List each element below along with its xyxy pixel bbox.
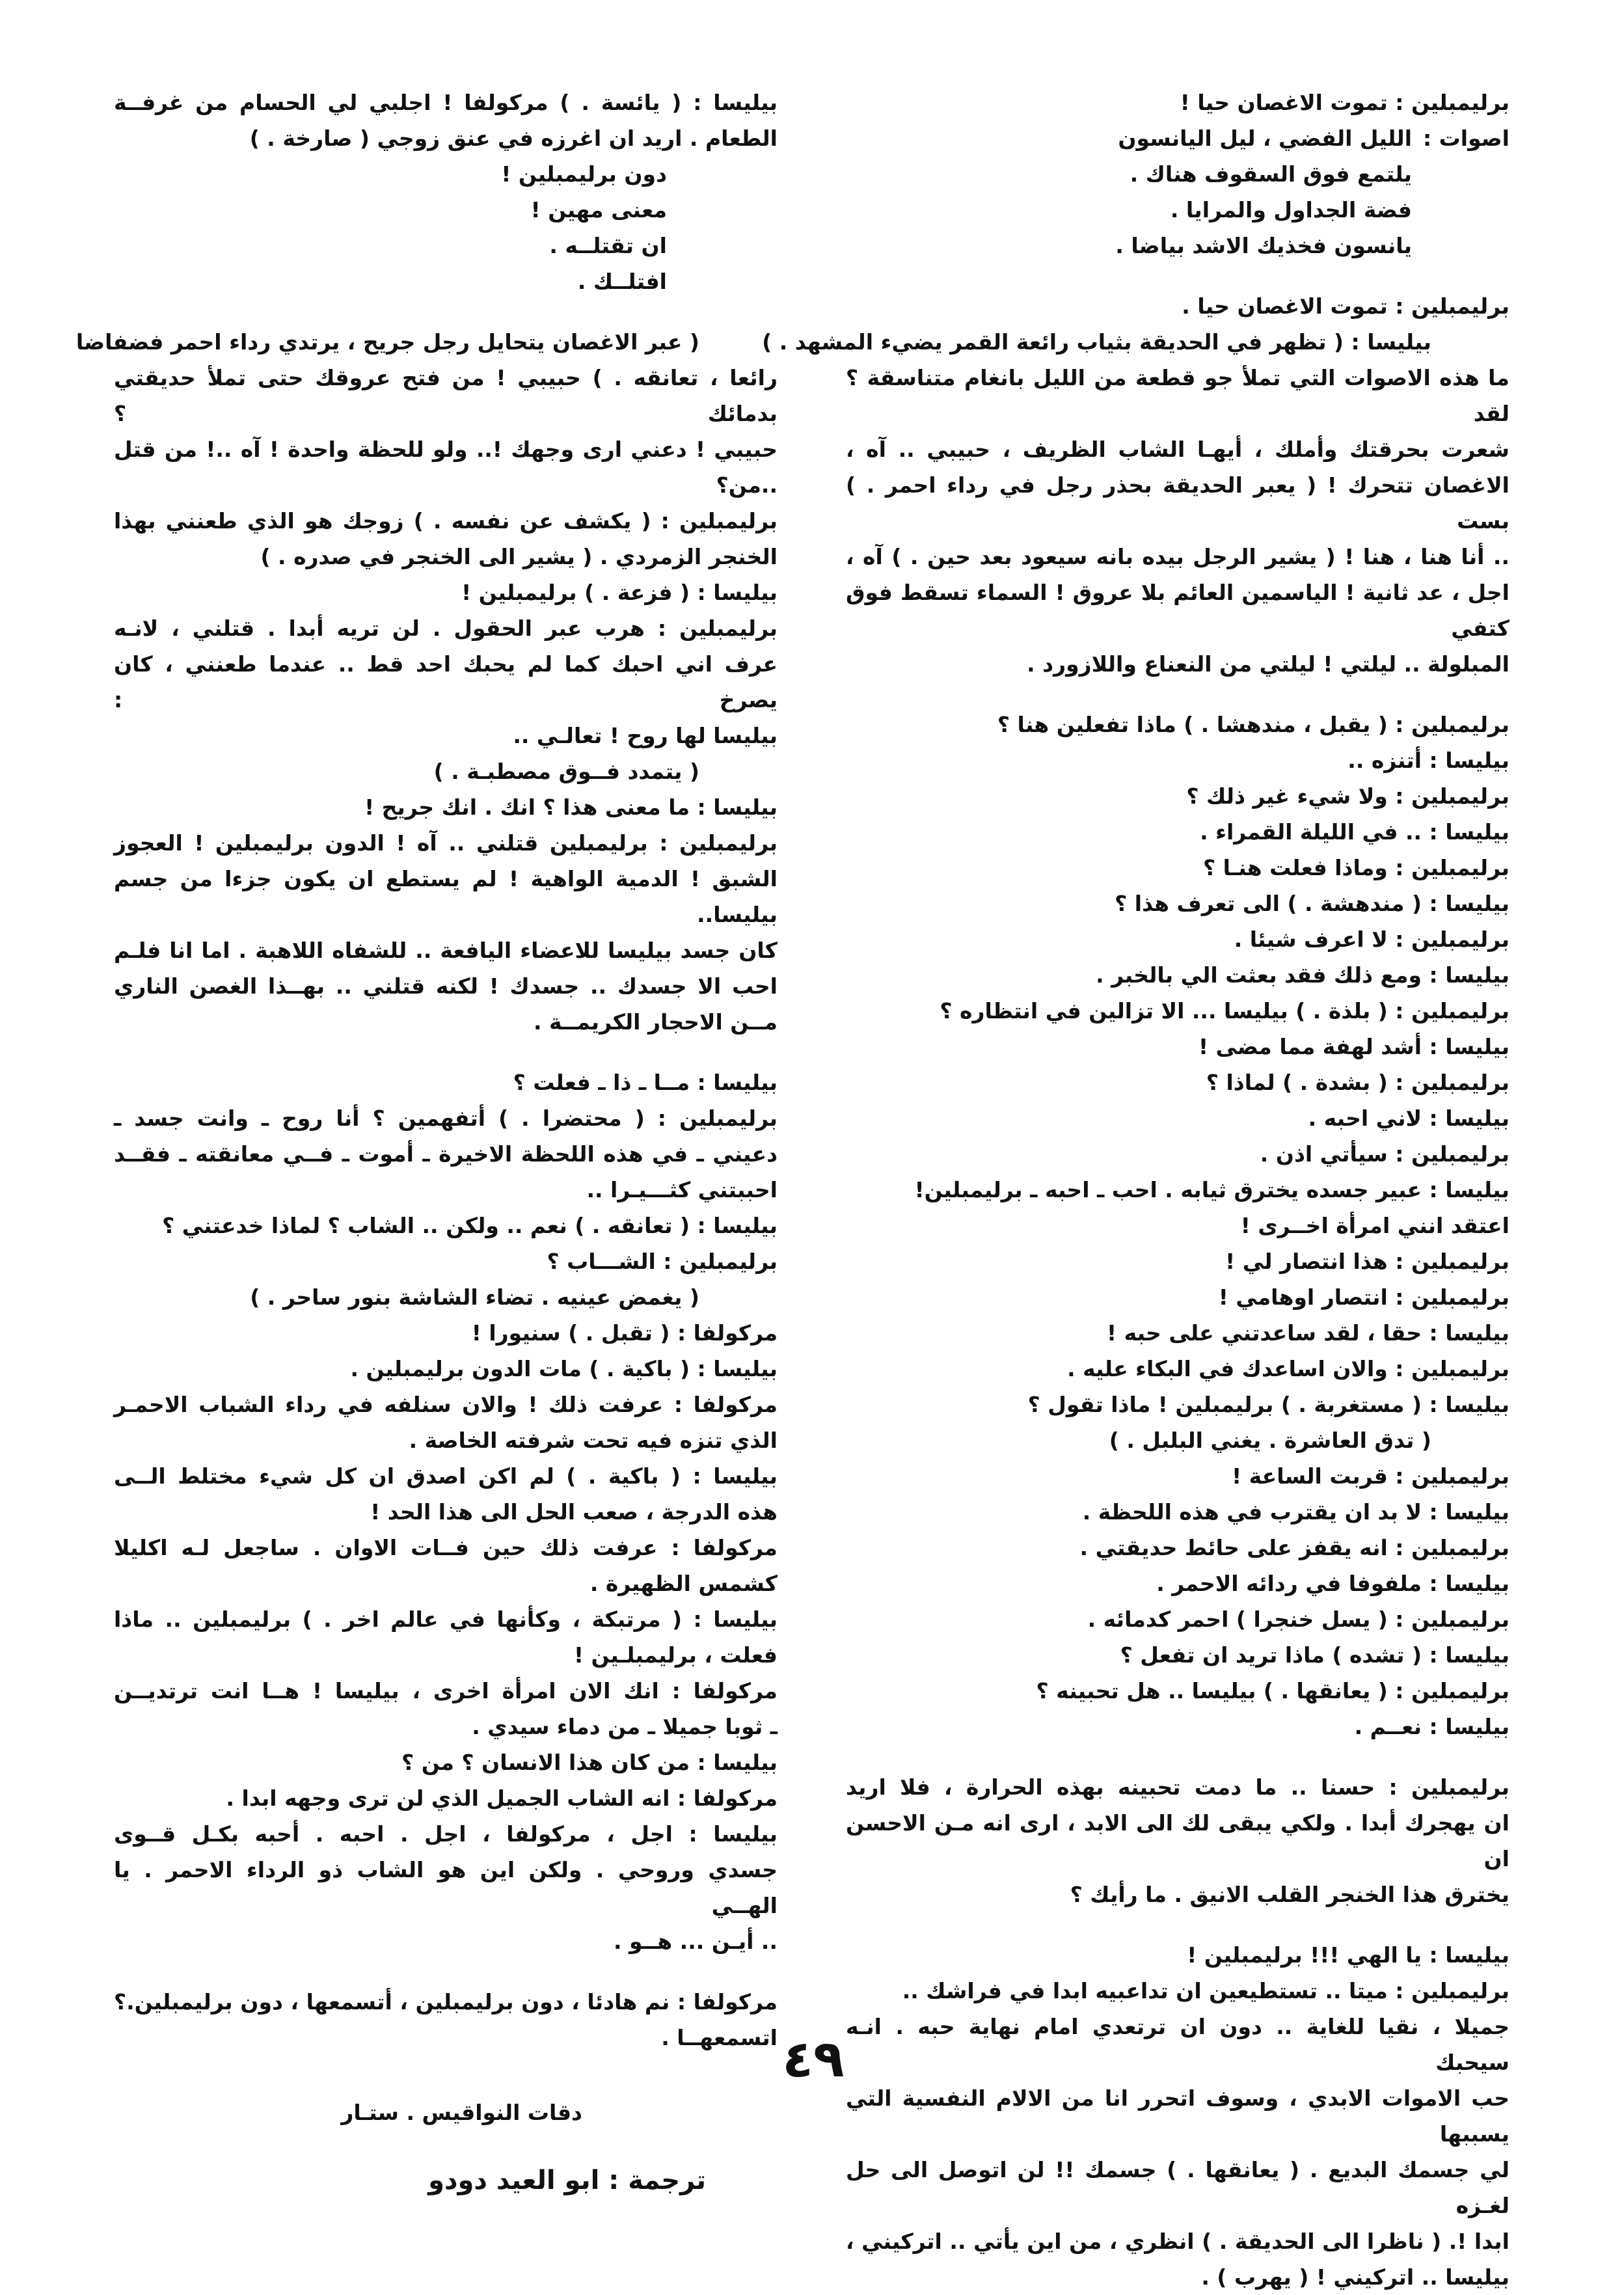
dialogue-line: برليمبلين : ( يعانقها . ) بيليسا .. هل تحبينه ؟ <box>1036 1678 1509 1704</box>
dialogue-line: بيليسا : من كان هذا الانسان ؟ من ؟ <box>401 1750 778 1775</box>
text-line: دون برليمبلين ! <box>501 161 667 187</box>
dialogue-line: بيليسا : .. في الليلة القمراء . <box>1200 819 1509 845</box>
dialogue-line: مركولفا : نم هادئا ، دون برليمبلين ، أتسمعها ، دون برليمبلين.؟ <box>114 1989 778 2015</box>
dialogue-line: جسدي وروحي . ولكن اين هو الشاب ذو الرداء الاحمر . يا الهــي <box>114 1857 778 1918</box>
text-line: برليمبلين : برليمبلين قتلني .. آه ! الدون برليمبلين ! العجوز <box>114 830 778 856</box>
dialogue-line: بيليسا : أتنزه .. <box>1347 748 1509 773</box>
text-line: معنى مهين ! <box>530 197 667 223</box>
translator-credit: ترجمة : ابو العيد دودو <box>428 2166 706 2195</box>
dialogue-line: برليمبلين : وماذا فعلت هنـا ؟ <box>1202 855 1509 880</box>
text-line: بيليسا : ( فزعة . ) برليمبلين ! <box>461 580 778 605</box>
text-line: الاغصان تتحرك ! ( يعبر الحديقة بحذر رجل في رداء احمر . ) بست <box>846 472 1509 534</box>
dialogue-line: فعلت ، برليمبلـين ! <box>574 1642 778 1668</box>
dialogue-line: كشمس الظهيرة . <box>589 1571 778 1596</box>
text-line: بيليسا : ما معنى هذا ؟ انك . انك جريح ! <box>364 794 778 820</box>
dialogue-line: احببتني كثـــيـرا .. <box>586 1177 778 1202</box>
verse-line: يانسون فخذيك الاشد بياضا . <box>1115 233 1412 258</box>
text-line: الشبق ! الدمية الواهية ! لم يستطع ان يكون جزءا من جسم بيليسا.. <box>114 866 778 927</box>
dialogue-line: بيليسا : ومع ذلك فقد بعثت الي بالخبر . <box>1096 962 1509 988</box>
text-line: حب الاموات الابدي ، وسوف اتحرر انا من الالام النفسية التي يسببها <box>846 2085 1509 2147</box>
text-line: المبلولة .. ليلتي ! ليلتي من النعناع واللازورد . <box>1027 651 1509 677</box>
dialogue-line: برليمبلين : ولا شيء غير ذلك ؟ <box>1186 783 1509 809</box>
dialogue-line: بيليسا : ( باكية . ) مات الدون برليمبلين . <box>350 1356 778 1381</box>
dialogue-line: بيليسا : ( تشده ) ماذا تريد ان تفعل ؟ <box>1120 1642 1509 1668</box>
text-line: ان تقتلــه . <box>549 233 667 258</box>
text-line: شعرت بحرقتك وأملك ، أيهـا الشاب الظريف ، حبيبي .. آه ، <box>846 437 1509 462</box>
dialogue-line: برليمبلين : سيأتي اذن . <box>1260 1141 1509 1167</box>
voices-chorus <box>846 120 1509 264</box>
dialogue-line: .. أيـن ... هــو . <box>614 1929 778 1954</box>
dialogue-line: هذه الدرجة ، صعب الحل الى هذا الحد ! <box>370 1499 778 1525</box>
text-line: احب الا جسدك .. جسدك ! لكنه قتلني .. بهــذا الغصن الناري <box>114 973 778 999</box>
verse-line: فضة الجداول والمرايا . <box>1170 197 1412 223</box>
text-line: برليمبلين : تموت الاغصان حيا ! <box>1180 90 1509 115</box>
dialogue-line: بيليسا : اجل ، مركولفا ، اجل . احبه . أحبه بكـل قــوى <box>114 1821 778 1847</box>
dialogue-line: بيليسا : ( مرتبكة ، وكأنها في عالم اخر . ) برليمبلين .. ماذا <box>114 1607 778 1632</box>
text-line: لي جسمك البديع . ( يعانقها . ) جسمك !! لن اتوصل الى حل لغـزه <box>846 2157 1509 2218</box>
text-line: بيليسا لها روح ! تعالـي .. <box>513 723 778 748</box>
dialogue-line: مركولفا : عرفت ذلك حين فــات الاوان . ساجعل لـه اكليلا <box>114 1535 778 1560</box>
dialogue-line: بيليسا : ( مستغربة . ) برليمبلين ! ماذا تقول ؟ <box>1027 1392 1509 1417</box>
text-line: برليمبلين : حسنا .. ما دمت تحبينه بهذه الحرارة ، فلا اريد <box>846 1774 1509 1800</box>
left-column <box>75 85 778 2199</box>
text-line: برليمبلين : هرب عبر الحقول . لن تريه أبدا . قتلني ، لانـه <box>114 616 778 641</box>
dialogue-line: برليمبلين : انه يقفز على حائط حديقتي . <box>1079 1535 1509 1560</box>
text-line: بيليسا : يا الهي !!! برليمبلين ! <box>1187 1942 1509 1968</box>
stage-direction: ( يتمدد فــوق مصطبـة . ) <box>433 759 699 784</box>
text-line: كان جسد بيليسا للاعضاء اليافعة .. للشفاه اللاهبة . اما انا فلـم <box>114 938 778 963</box>
dialogue-line: بيليسا : لا بد ان يقترب في هذه اللحظة . <box>1082 1499 1509 1525</box>
dialogue-line: مركولفا : انه الشاب الجميل الذي لن ترى وجهه ابدا . <box>226 1786 778 1811</box>
dialogue-line: بيليسا : ( مندهشة . ) الى تعرف هذا ؟ <box>1115 891 1509 916</box>
page-number: ٤٩ <box>782 2030 845 2089</box>
stage-direction: ( يغمض عينيه . تضاء الشاشة بنور ساحر . ) <box>250 1284 699 1310</box>
dialogue-line: بيليسا : نعــم . <box>1354 1714 1509 1739</box>
text-line: جميلا ، نقيا للغاية .. دون ان ترتعدي امام نهاية حبه . انـه سيحبك <box>846 2014 1509 2075</box>
text-line: يخترق هذا الخنجر القلب الانيق . ما رأيك ؟ <box>1070 1882 1509 1907</box>
dialogue-line: برليمبلين : ( يسل خنجرا ) احمر كدمائه . <box>1087 1607 1509 1632</box>
dialogue-line: اعتقد انني امرأة اخــرى ! <box>1240 1213 1509 1238</box>
text-line: افتلــك . <box>577 269 667 294</box>
dialogue-line: بيليسا : ( تعانقه . ) نعم .. ولكن .. الشاب ؟ لماذا خدعتني ؟ <box>162 1213 778 1238</box>
text-line: برليمبلين : ( يكشف عن نفسه . ) زوجك هو الذي طعنني بهذا <box>114 508 778 534</box>
dialogue-line: بيليسا : ( باكية . ) لم اكن اصدق ان كل شيء مختلط الــى <box>114 1463 778 1489</box>
text-line: رائعا ، تعانقه . ) حبيبي ! من فتح عروقك حتى تملأ حديقتي بدمائك ؟ <box>114 365 778 426</box>
text-line: ابدا !. ( ناظرا الى الحديقة . ) انظري ، من اين يأتي .. اتركيني ، <box>846 2229 1509 2254</box>
stage-direction: ( تدق العاشرة . يغني البلبل . ) <box>1109 1428 1431 1453</box>
verse-line: الليل الفضي ، ليل اليانسون <box>1118 126 1412 151</box>
dialogue-line: مركولفا : عرفت ذلك ! والان سنلفه في رداء الشباب الاحمـر <box>114 1392 778 1417</box>
dialogue-line: بيليسا : ملفوفا في ردائه الاحمر . <box>1156 1571 1509 1596</box>
dialogue-line: دعيني ـ في هذه اللحظة الاخيرة ـ أموت ـ فــي معانقته ـ فقــد <box>114 1141 778 1167</box>
text-line: بيليسا : ( يائسة . ) مركولفا ! اجلبي لي الحسام من غرفــة <box>114 90 778 115</box>
dialogue-line: برليمبلين : ( محتضرا . ) أتفهمين ؟ أنا روح ـ وانت جسد ـ <box>114 1106 778 1131</box>
dialogue-line: ـ ثوبا جميلا ـ من دماء سيدي . <box>472 1714 778 1739</box>
dialogue-line: مركولفا : انك الان امرأة اخرى ، بيليسا ! هــا انت ترتديــن <box>114 1678 778 1704</box>
text-line: بيليسا .. اتركيني ! ( يهرب ) . <box>1201 2264 1509 2290</box>
text-line: ما هذه الاصوات التي تملأ جو قطعة من الليل بانغام متناسقة ؟ لقد <box>846 365 1509 426</box>
closing-stage-direction: دقات النواقيس . ستـار <box>341 2100 582 2125</box>
dialogue-line: الذي تنزه فيه تحت شرفته الخاصة . <box>409 1428 778 1453</box>
dialogue-line: برليمبلين : ( بشدة . ) لماذا ؟ <box>1206 1070 1509 1095</box>
verse-line: يلتمع فوق السقوف هناك . <box>1130 161 1412 187</box>
dialogue-line: بيليسا : مــا ـ ذا ـ فعلت ؟ <box>513 1070 778 1095</box>
text-line: الخنجر الزمردي . ( يشير الى الخنجر في صدره . ) <box>260 544 778 569</box>
text-line: برليمبلين : ميتا .. تستطيعين ان تداعبيه ابدا في فراشك .. <box>902 1978 1509 2003</box>
text-line: الطعام . اريد ان اغرزه في عنق زوجي ( صارخة . ) <box>249 126 778 151</box>
dialogue-line: برليمبلين : الشـــاب ؟ <box>547 1249 778 1274</box>
dialogue-line: بيليسا : حقا ، لقد ساعدتني على حبه ! <box>1107 1320 1509 1346</box>
dialogue-line: برليمبلين : ( يقبل ، مندهشا . ) ماذا تفعلين هنا ؟ <box>997 712 1509 737</box>
text-line: بيليسا : ( تظهر في الحديقة بثياب رائعة القمر يضيء المشهد . ) <box>762 329 1431 355</box>
text-line: .. أنا هنا ، هنا ! ( يشير الرجل بيده بانه سيعود بعد حين . ) آه ، <box>846 544 1509 569</box>
text-line: ان يهجرك أبدا . ولكي يبقى لك الى الابد ، ارى انه مـن الاحسن ان <box>846 1810 1509 1871</box>
text-line: برليمبلين : تموت الاغصان حيا . <box>1182 293 1509 319</box>
text-line: اجل ، عد ثانية ! الياسمين العائم بلا عروق ! السماء تسقط فوق كتفي <box>846 580 1509 641</box>
dialogue-line: اتسمعهــا . <box>661 2025 778 2050</box>
dialogue-line: برليمبلين : هذا انتصار لي ! <box>1225 1249 1509 1274</box>
dialogue-line: برليمبلين : قربت الساعة ! <box>1232 1463 1509 1489</box>
dialogue-line: برليمبلين : انتصار اوهامي ! <box>1218 1284 1509 1310</box>
dialogue-line: بيليسا : أشد لهفة مما مضى ! <box>1198 1034 1509 1059</box>
text-line: حبيبي ! دعني ارى وجهك !.. ولو للحظة واحدة ! آه ..! من قتل ..من؟ <box>114 437 778 498</box>
voices-speaker: اصوات : <box>1422 126 1509 151</box>
dialogue-line: برليمبلين : ( بلذة . ) بيليسا ... الا تزالين في انتظاره ؟ <box>940 998 1509 1024</box>
dialogue-line: برليمبلين : والان اساعدك في البكاء عليه . <box>1067 1356 1509 1381</box>
stage-direction: ( عبر الاغصان يتحايل رجل جريح ، يرتدي رداء احمر فضفاضا <box>75 329 699 355</box>
text-line: مــن الاحجار الكريمــة . <box>533 1009 778 1035</box>
dialogue-line: برليمبلين : لا اعرف شيئا . <box>1234 927 1509 952</box>
text-line: عرف اني احبك كما لم يحبك احد قط .. عندما طعنني ، كان يصرخ : <box>114 651 778 713</box>
dialogue-line: مركولفا : ( تقبل . ) سنيورا ! <box>471 1320 778 1346</box>
dialogue-line: بيليسا : عبير جسده يخترق ثيابه . احب ـ احبه ـ برليمبلين! <box>914 1177 1509 1202</box>
dialogue-line: بيليسا : لاني احبه . <box>1308 1106 1509 1131</box>
